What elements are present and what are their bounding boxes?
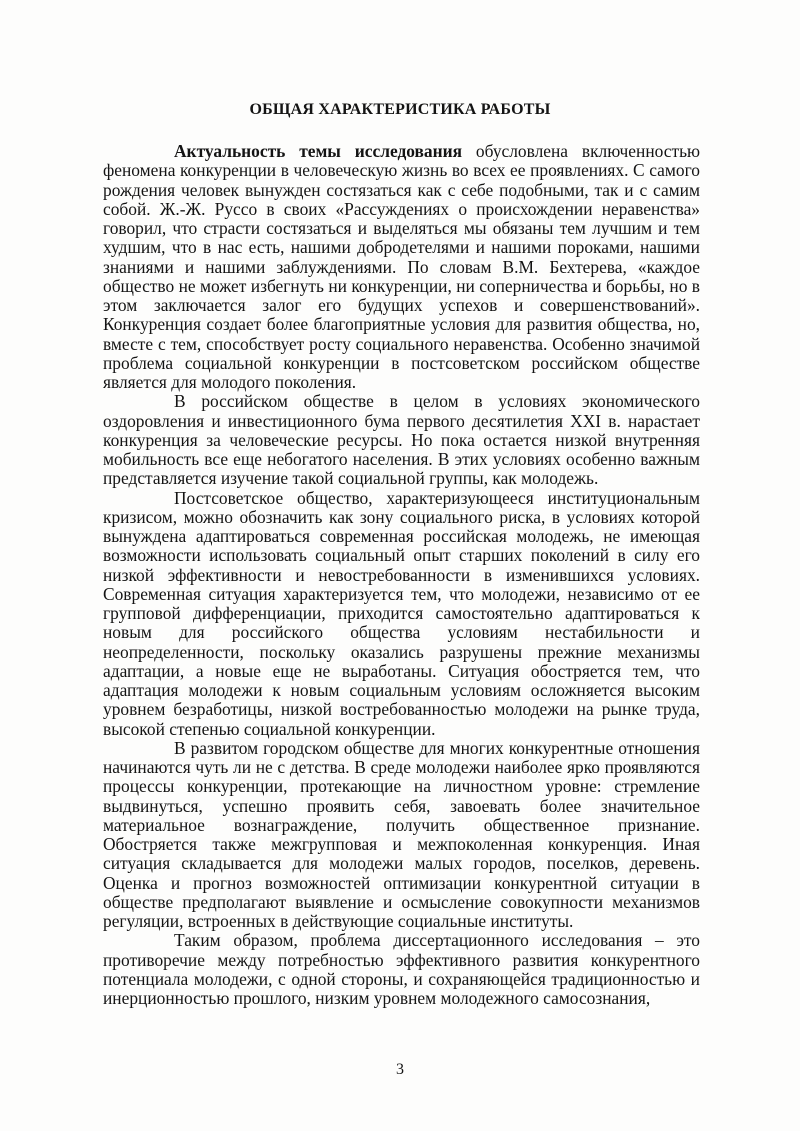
paragraph-text: обусловлена включенностью феномена конкуренции в человеческую жизнь во всех ее проявлениях. С самого рождения человек вынужден состязаться как с себе подобными, так и с самим собой. Ж.-Ж. Руссо в своих «Рассуждениях о происхождении неравенства» говорил, что страсти состязаться и выделяться мы обязаны тем лучшим и тем худшим, что в нас есть, нашими добродетелями и нашими пороками, нашими знаниями и нашими заблуждениями. По словам В.М. Бехтерева, «каждое общество не может избегнуть ни конкуренции, ни соперничества и борьбы, но в этом заключается залог его будущих успехов и совершенствований». Конкуренция создает более благоприятные условия для развития общества, но, вместе с тем, способствует росту социального неравенства. Особенно значимой проблема социальной конкуренции в постсоветском российском обществе является для молодого поколения. (103, 141, 700, 392)
paragraph-postsoviet: Постсоветское общество, характеризующееся институциональным кризисом, можно обозначить как зону социального риска, в условиях которой вынуждена адаптироваться современная российская молодежь, не имеющая возможности использовать социальный опыт старших поколений в силу его низкой эффективности и невостребованности в изменившихся условиях. Современная ситуация характеризуется тем, что молодежи, независимо от ее групповой дифференциации, приходится самостоятельно адаптироваться к новым для российского общества условиям нестабильности и неопределенности, поскольку оказались разрушены прежние механизмы адаптации, а новые еще не выработаны. Ситуация обостряется тем, что адаптация молодежи к новым социальным условиям осложняется высоким уровнем безработицы, низкой востребованностью молодежи на рынке труда, высокой степенью социальной конкуренции. (103, 487, 700, 739)
paragraph-problem: Таким образом, проблема диссертационного исследования – это противоречие между потребностью эффективного развития конкурентного потенциала молодежи, с одной стороны, и сохраняющейся традиционностью и инерционностью прошлого, низким уровнем молодежного самосознания, (103, 930, 700, 1008)
paragraph-lead: Актуальность темы исследования (174, 141, 463, 161)
paragraph-urban: В развитом городском обществе для многих конкурентные отношения начинаются чуть ли не с детства. В среде молодежи наиболее ярко проявляются процессы конкуренции, протекающие на личностном уровне: стремление выдвинуться, успешно проявить себя, завоевать более значительное материальное вознаграждение, получить общественное признание. Обостряется также межгрупповая и межпоколенная конкуренция. Иная ситуация складывается для молодежи малых городов, поселков, деревень. Оценка и прогноз возможностей оптимизации конкурентной ситуации в обществе предполагают выявление и осмысление совокупности механизмов регуляции, встроенных в действующие социальные институты. (103, 737, 700, 931)
page-number: 3 (396, 1061, 404, 1078)
paragraph-relevance (103, 142, 700, 392)
document-body (103, 142, 700, 1008)
section-heading: ОБЩАЯ ХАРАКТЕРИСТИКА РАБОТЫ (249, 101, 551, 118)
paragraph-society: В российском обществе в целом в условиях экономического оздоровления и инвестиционного бума первого десятилетия XXI в. нарастает конкуренция за человеческие ресурсы. Но пока остается низкой внутренняя мобильность все еще небогатого населения. В этих условиях особенно важным представляется изучение такой социальной группы, как молодежь. (103, 391, 700, 489)
